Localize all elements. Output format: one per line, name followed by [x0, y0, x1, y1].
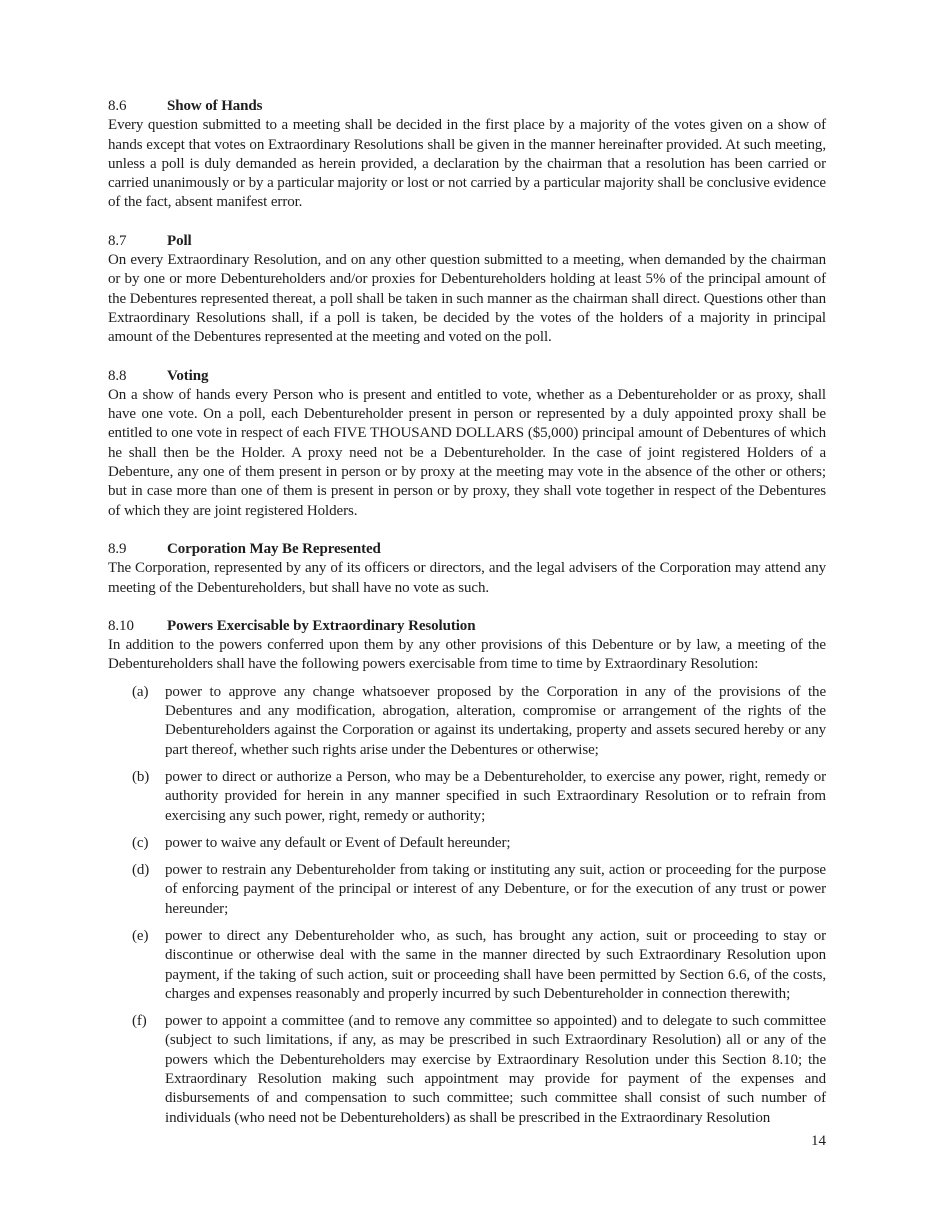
- section-8-9: [108, 540, 826, 598]
- list-item-label: (f): [132, 1013, 147, 1030]
- list-item-e: [108, 927, 826, 1004]
- section-number: 8.7: [108, 232, 127, 249]
- section-body: The Corporation, represented by any of its officers or directors, and the legal advisers of the Corporation may attend any meeting of the Debentureholders, but shall have no vote as such.: [108, 560, 826, 596]
- list-item-text: power to restrain any Debentureholder from taking or instituting any suit, action or proceeding for the purpose of enforcing payment of the principal or interest of any Debenture, or for the execution of any trust or power hereunder;: [165, 862, 826, 917]
- section-heading: [108, 540, 826, 559]
- section-heading: [108, 232, 826, 251]
- section-body: Every question submitted to a meeting shall be decided in the first place by a majority of the votes given on a show of hands except that votes on Extraordinary Resolutions shall be given in the manner hereinafter provided. At such meeting, unless a poll is duly demanded as herein provided, a declaration by the chairman that a resolution has been carried or carried unanimously or by a particular majority or lost or not carried by a particular majority shall be conclusive evidence of the fact, absent manifest error.: [108, 117, 826, 211]
- list-item-label: (c): [132, 834, 149, 851]
- list-item-c: [108, 834, 826, 853]
- list-item-f: [108, 1012, 826, 1128]
- list-item-a: [108, 683, 826, 760]
- section-title: Poll: [167, 232, 192, 249]
- list-item-text: power to direct any Debentureholder who, as such, has brought any action, suit or proceeding to stay or discontinue or otherwise deal with the same in the manner directed by such Extraordinary Resolution upon payment, if the taking of such action, suit or proceeding shall have been permitted by Section 6.6, of the costs, charges and expenses reasonably and properly incurred by such Debentureholder in connection therewith;: [165, 927, 826, 1002]
- list-item-label: (a): [132, 683, 149, 700]
- section-body: In addition to the powers conferred upon them by any other provisions of this Debenture or by law, a meeting of the Debentureholders shall have the following powers exercisable from time to time by Extraordinary Resolution:: [108, 637, 826, 673]
- section-title: Powers Exercisable by Extraordinary Resolution: [167, 617, 476, 634]
- list-item-d: [108, 861, 826, 919]
- section-heading: [108, 617, 826, 636]
- section-number: 8.9: [108, 540, 127, 557]
- section-number: 8.8: [108, 367, 127, 384]
- list-item-label: (d): [132, 862, 150, 879]
- section-heading: [108, 367, 826, 386]
- section-8-8: [108, 367, 826, 521]
- list-item-label: (e): [132, 927, 149, 944]
- section-title: Voting: [167, 367, 209, 384]
- section-8-7: [108, 232, 826, 348]
- section-number: 8.10: [108, 617, 134, 634]
- list-item-text: power to direct or authorize a Person, who may be a Debentureholder, to exercise any power, right, remedy or authority provided for herein in any manner specified in such Extraordinary Resolution or to refrain from exercising any such power, right, remedy or authority;: [165, 768, 826, 824]
- section-body: On every Extraordinary Resolution, and on any other question submitted to a meeting, when demanded by the chairman or by one or more Debentureholders and/or proxies for Debentureholders holding at least 5% of the principal amount of the Debentures represented thereat, a poll shall be taken in such manner as the chairman shall direct. Questions other than Extraordinary Resolutions shall, if a poll is taken, be decided by the votes of the holders of a majority in principal amount of the Debentures represented at the meeting and voted on the poll.: [108, 252, 826, 346]
- page-number: 14: [811, 1133, 826, 1149]
- list-item-b: [108, 768, 826, 826]
- list-item-label: (b): [132, 768, 150, 785]
- list-item-text: power to waive any default or Event of Default hereunder;: [165, 834, 511, 851]
- section-title: Corporation May Be Represented: [167, 540, 381, 557]
- section-number: 8.6: [108, 98, 127, 114]
- section-body: On a show of hands every Person who is present and entitled to vote, whether as a Debentureholder or as proxy, shall have one vote. On a poll, each Debentureholder present in person or represented by a duly appointed proxy shall be entitled to one vote in respect of each FIVE THOUSAND DOLLARS ($5,000) principal amount of Debentures of which he shall then be the Holder. A proxy need not be a Debentureholder. In the case of joint registered Holders of a Debenture, any one of them present in person or by proxy at the meeting may vote in the absence of the other or others; but in case more than one of them is present in person or by proxy, they shall vote together in respect of the Debentures of which they are joint registered Holders.: [108, 386, 826, 519]
- list-item-text: power to appoint a committee (and to remove any committee so appointed) and to delegate to such committee (subject to such limitations, if any, as may be prescribed in such Extraordinary Resolution) all or any of the powers which the Debentureholders may exercise by Extraordinary Resolution under this Section 8.10; the Extraordinary Resolution making such appointment may provide for payment of the expenses and disbursements of and compensation to such committee; such committee shall consist of such number of individuals (who need not be Debentureholders) as shall be prescribed in the Extraordinary Resolution: [165, 1013, 826, 1126]
- section-8-10: [108, 617, 826, 1128]
- page-content: [108, 97, 826, 1128]
- section-title: Show of Hands: [167, 98, 263, 114]
- section-heading: [108, 97, 826, 116]
- list-item-text: power to approve any change whatsoever proposed by the Corporation in any of the provisions of the Debentures and any modification, abrogation, alteration, compromise or arrangement of the rights of the Debentureholders against the Corporation or against its undertaking, property and assets secured hereby or any part thereof, whether such rights arise under the Debentures or otherwise;: [165, 683, 826, 758]
- section-8-6: [108, 97, 826, 213]
- powers-list: [108, 683, 826, 1128]
